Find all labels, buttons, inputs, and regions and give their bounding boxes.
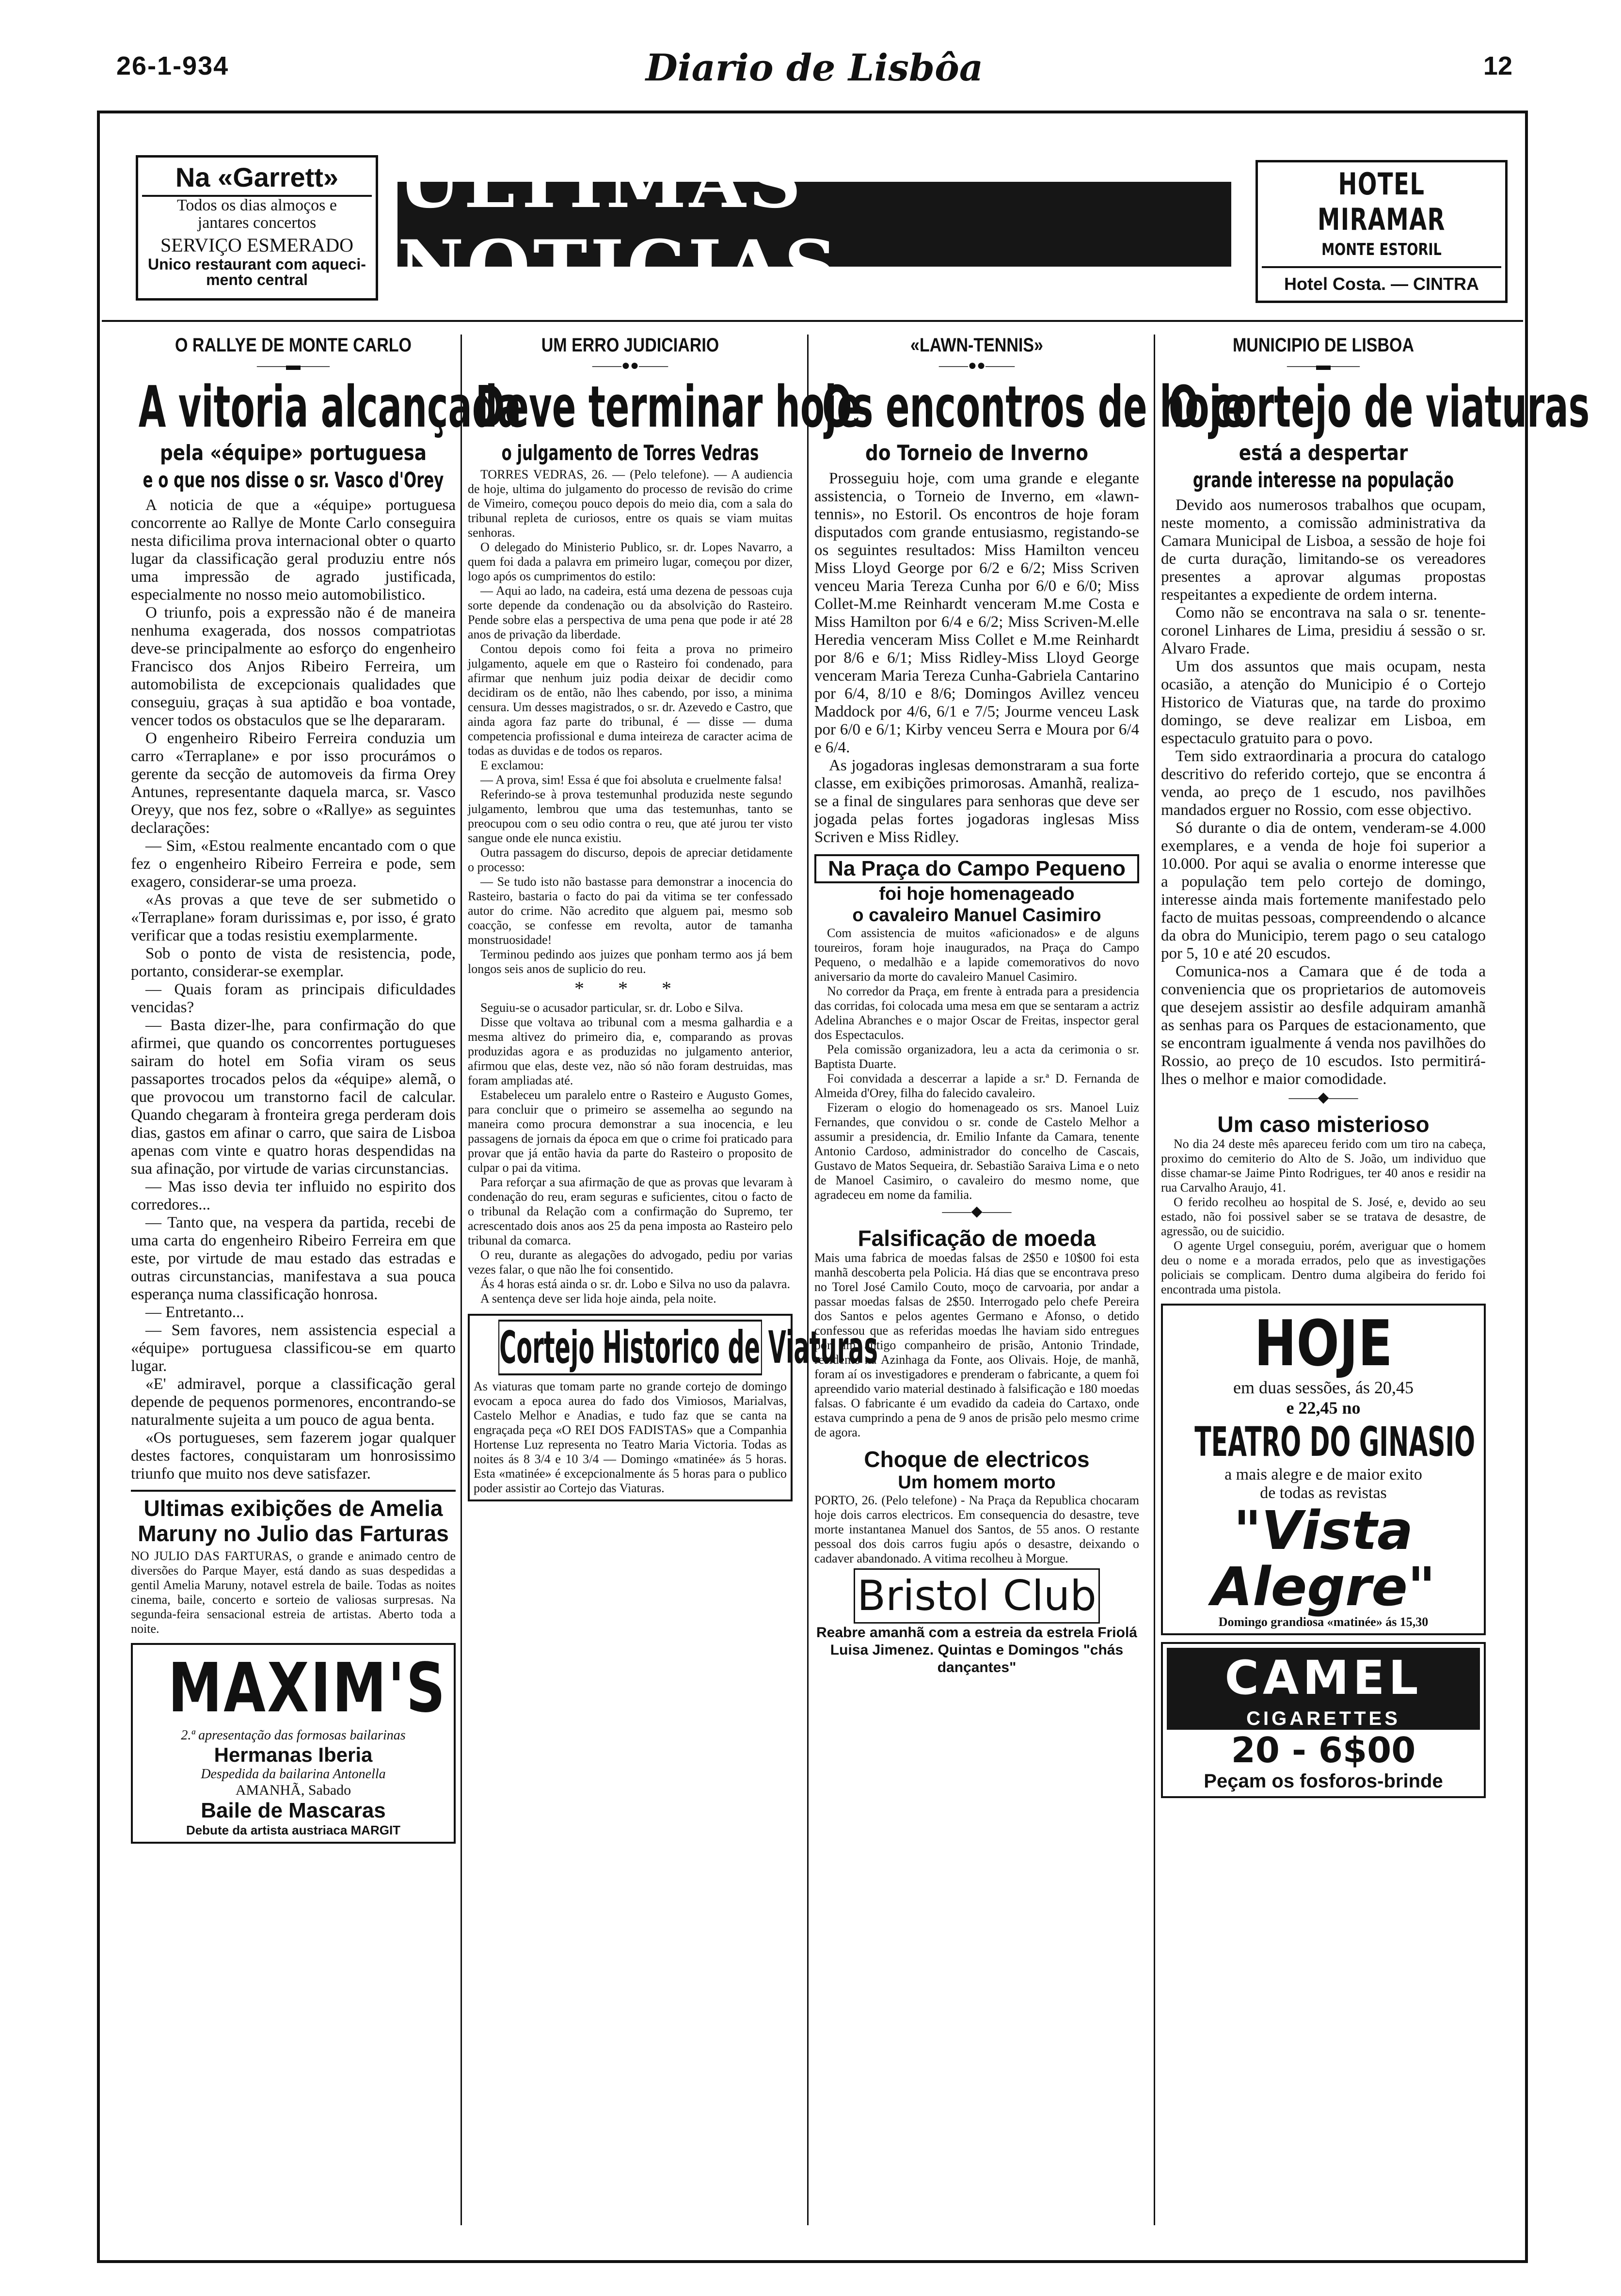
paragraph: Pela comissão organizadora, leu a acta da cerimonia o sr. Baptista Duarte. xyxy=(814,1042,1139,1071)
issue-date: 26-1-934 xyxy=(116,51,229,80)
paragraph: Contou depois como foi feita a prova no primeiro julgamento, aquele em que o Rasteiro foi condenado, para afirmar que nenhum juiz podia deixar de decidir como decidiram os de então, não lhes cabendo, por isso, a minima censura. Um desses magistrados, o sr. dr. Azevedo e Castro, que ainda agora faz parte do tribunal, é — disse — duma competencia profissional e duma inteireza de caracter acima de todas as duvidas e de todos os reparos. xyxy=(468,642,793,758)
vista-alegre: "Vista xyxy=(1233,1499,1414,1562)
paragraph: Terminou pedindo aos juizes que ponham termo aos já bem longos seis anos de suplicio do reu. xyxy=(468,947,793,976)
paragraph: Devido aos numerosos trabalhos que ocupam, neste momento, a comissão administrativa da Camara Municipal de Lisboa, a sessão de hoje foi de curta duração, limitando-se os vereadores presentes a aprovar algumas propostas respeitantes a expediente de ordem interna. xyxy=(1161,496,1486,604)
subheadline: grande interesse na população xyxy=(1192,468,1454,493)
moeda-body: Mais uma fabrica de moedas falsas de 2$50 e 10$00 foi esta manhã descoberta pela Policia. Há dias que se encontrava preso no Torel José Camilo Couto, moço de carvoaria, por andar a passar moedas falsas de 2$50. Interrogado pelo chefe Pereira dos Santos e pelos agentes Germano e Afonso, o detido confessou que as referidas moedas lhe haviam sido entregues por um antigo companheiro de prisão, Antonio Trindade, residente na Azinhaga da Fonte, aos Olivais. Hoje, de manhã, foram aí os investigadores e prenderam o fabricante, a quem foi apreendido vario material destinado à falsificação e 180 moedas falsas. O fabricante é um evadido da cadeia do Cartaxo, onde estava cumprindo a pena de 9 anos de prisão pelo mesmo crime de agora. xyxy=(814,1251,1139,1439)
ginasio-line: em duas sessões, ás 20,45 xyxy=(1233,1378,1414,1397)
maxims-line: Despedida da bailarina Antonella xyxy=(201,1767,386,1782)
maxims-line: Baile de Mascaras xyxy=(201,1799,386,1822)
paragraph: «E' admiravel, porque a classificação geral depende de pequenos pormenores, encontrando-se naturalmente sujeita a um pouco de agua benta. xyxy=(131,1375,456,1429)
ginasio-line: de todas as revistas xyxy=(1260,1484,1387,1502)
paragraph: O engenheiro Ribeiro Ferreira conduzia um carro «Terraplane» e por isso procurámos o gerente da secção de automoveis da firma Orey Antunes, representante daquela marca, sr. Vasco Oreyy, que nos fez, sobre o «Rallye» as seguintes declarações: xyxy=(131,730,456,837)
miramar-name: HOTEL MIRAMAR xyxy=(1318,166,1446,237)
paragraph: No corredor da Praça, em frente à entrada para a presidencia das corridas, foi colocada uma mesa em que se sentaram a actriz Adelina Abranches e o major Oscar de Freitas, inspector geral dos Espectaculos. xyxy=(814,984,1139,1042)
deck: pela «équipe» portuguesa xyxy=(160,441,427,465)
paragraph: — A prova, sim! Essa é que foi absoluta e cruelmente falsa! xyxy=(480,773,782,787)
bristol-name: Bristol Club xyxy=(854,1568,1100,1624)
praca-body xyxy=(814,926,1139,1202)
paragraph: O delegado do Ministerio Publico, sr. dr. Lopes Navarro, a quem foi dada a palavra em primeiro lugar, começou por dizer, logo após os cumprimentos do estilo: xyxy=(468,540,793,583)
ginasio-line: e 22,45 no xyxy=(1286,1398,1361,1418)
paragraph: Foi convidada a descerrar a lapide a sr.ª D. Fernanda de Almeida d'Orey, filha do falecido cavaleiro. xyxy=(814,1071,1139,1100)
paragraph: Para reforçar a sua afirmação de que as provas que levaram à condenação do reu, eram seguras e suficientes, citou o facto de o tribunal da Relação com a confirmação do Supremo, ter acrescentado dois anos aos 25 da pena imposta ao Rasteiro pelo tribunal da comarca. xyxy=(468,1175,793,1247)
column-rule xyxy=(807,335,809,2225)
ornament: ——▬—— xyxy=(257,357,330,373)
camel-price: 20 - 6$00 xyxy=(1231,1730,1416,1770)
paragraph: No dia 24 deste mês apareceu ferido com um tiro na cabeça, proximo do cemiterio do Alto de S. João, um individuo que disse chamar-se Jaime Pinto Rodrigues, ter 40 anos e residir na rua Carvalho Araujo, 41. xyxy=(1161,1137,1486,1195)
cortejo-title: Cortejo Historico de Viaturas xyxy=(498,1320,762,1375)
paragraph: — Aqui ao lado, na cadeira, está uma dezena de pessoas cuja sorte depende da condenação ou da absolvição do Rasteiro. Pende sobre elas a perspectiva de uma pena que pode ir até 28 anos de privação da liberdade. xyxy=(468,584,793,641)
column-rule xyxy=(1154,335,1155,2225)
column-rule xyxy=(461,335,462,2225)
maxims-line: AMANHÃ, Sabado xyxy=(235,1782,351,1798)
deck: do Torneio de Inverno xyxy=(865,441,1088,465)
paragraph: O reu, durante as alegações do advogado, pediu por varias vezes falar, o que não lhe foi consentido. xyxy=(468,1248,793,1276)
paragraph: Tem sido extraordinaria a procura do catalogo descritivo do referido cortejo, que se encontra á venda, ao preço de 1 escudo, nos pavilhões mandados erguer no Rossio, com esse objectivo. xyxy=(1161,748,1486,819)
column-municipio xyxy=(1161,335,1590,1798)
paragraph: A noticia de que a «équipe» portuguesa concorrente ao Rallye de Monte Carlo conseguira nesta dificilima prova internacional obter o quarto lugar da classificação geral produziu entre nós uma impressão de agrado justificada, especialmente no nosso meio automobilistico. xyxy=(131,496,456,604)
ornament: ——▬—— xyxy=(1287,357,1360,373)
paragraph: Estabeleceu um paralelo entre o Rasteiro e Augusto Gomes, para concluir que o primeiro se assemelha ao segundo na maneira como procura demonstrar a sua inocencia, e leu passagens de jornais da época em que o crime foi praticado para provar que já então havia da parte do Rasteiro o proposito de culpar o pai da vitima. xyxy=(468,1088,793,1175)
maxims-name: MAXIM'S xyxy=(168,1649,447,1728)
paragraph: Com assistencia de muitos «aficionados» e de alguns toureiros, foram hoje inaugurados, na Praça do Campo Pequeno, o medalhão e a lapide comemorativos do novo aniversario da morte do cavaleiro Manuel Casimiro. xyxy=(814,926,1139,984)
praca-sub: o cavaleiro Manuel Casimiro xyxy=(852,905,1101,925)
paragraph: Comunica-nos a Camara que é de toda a conveniencia que os proprietarios de automoveis que desejem assistir ao desfile adquiram amanhã as senhas para os Parques de estacionamento, que se encontram igualmente á venda nos pavilhões do Rossio, ao preço de 10 escudos. Isto permitirá-lhes o melhor e maior comodidade. xyxy=(1161,963,1486,1088)
paragraph: Fizeram o elogio do homenageado os srs. Manoel Luiz Fernandes, que convidou o sr. conde de Castelo Melhor a assumir a presidencia, dr. Emilio Infante da Camara, tenente Antonio Cardoso, administrador do concelho de Cascais, Gustavo de Matos Sequeira, dr. Sebastião Saraiva Lima e o neto de Manoel Casimiro, o cavaleiro do mesmo nome, que agradeceu em nome da familia. xyxy=(814,1100,1139,1202)
deck: está a despertar xyxy=(1239,441,1408,465)
bristol-ad xyxy=(814,1572,1139,1676)
stars-separator: * * * xyxy=(574,977,686,999)
garrett-line: Todos os dias almoços e xyxy=(176,196,337,214)
headline: Os encontros de hoje xyxy=(822,373,1246,440)
camel-ad xyxy=(1161,1642,1486,1798)
garrett-service: SERVIÇO ESMERADO xyxy=(160,234,353,256)
misterio-body xyxy=(1161,1137,1486,1297)
choque-sub: Um homem morto xyxy=(898,1472,1056,1493)
headline: Deve terminar hoje xyxy=(475,373,861,440)
kicker: O RALLYE DE MONTE CARLO xyxy=(175,335,412,356)
ornament: ——●●—— xyxy=(592,357,668,373)
amelia-body: NO JULIO DAS FARTURAS, o grande e animado centro de diversões do Parque Mayer, está dando as suas despedidas a gentil Amelia Maruny, notavel estrela de baile. Todas as noites cinema, baile, concerto e sorteio de valiosas surpresas. Na segunda-feira sensacional estreia de artistas. Aberto toda a noite. xyxy=(131,1549,456,1636)
ornament: ——◆—— xyxy=(942,1203,1012,1219)
camel-cigarettes: CIGARETTES xyxy=(1167,1708,1480,1730)
headline: A vitoria alcançada xyxy=(138,373,522,440)
maxims-line: Debute da artista austriaca MARGIT xyxy=(186,1823,401,1837)
garrett-line: mento central xyxy=(206,271,308,288)
paragraph: Prosseguiu hoje, com uma grande e elegante assistencia, o Torneio de Inverno, em «lawn-tennis», no Estoril. Os encontros de hoje foram disputados com grande entusiasmo, registando-se os seguintes resultados: Miss Hamilton venceu Miss Lloyd George por 6/2 e 6/2; Miss Scriven venceu Maria Tereza Cunha por 6/0 e 6/0; Miss Collet-M.me Reinhardt venceram M.me Costa e Miss Hamilton por 6/4 e 6/2; Miss Scriven-M.elle Heredia venceram Miss Collet e M.me Reinhardt por 8/6 e 6/1; Miss Ridley-Miss Lloyd George venceram Maria Tereza Cunha-Gabriela Cantarino por 6/4, 8/10 e 8/6; Domingos Avillez venceu Maddock por 4/6, 6/1 e 7/5; Jourme venceu Lask por 6/0 e 6/1; Kirby venceu Serra e Moura por 6/4 e 6/4. xyxy=(814,470,1139,756)
paragraph: — Quais foram as principais dificuldades vencidas? xyxy=(131,981,456,1016)
paragraph: Sob o ponto de vista de resistencia, pode, portanto, considerar-se exemplar. xyxy=(131,945,456,980)
paragraph: Um dos assuntos que mais ocupam, nesta ocasião, a atenção do Municipio é o Cortejo Historico de Viaturas que, na tarde do proximo domingo, se deve realizar em Lisboa, em espectaculo gratuito para o povo. xyxy=(1161,658,1486,747)
paragraph: — Se tudo isto não bastasse para demonstrar a inocencia do Rasteiro, bastaria o facto do pai da vitima se ter confessado autor do crime. Não acredito que alguem pai, mesmo sob coacção, se confesse em revolta, autor de tamanha monstruosidade! xyxy=(468,875,793,947)
ginasio-line: a mais alegre e de maior exito xyxy=(1224,1466,1422,1483)
page-number: 12 xyxy=(1483,51,1512,80)
deck: o julgamento de Torres Vedras xyxy=(501,441,759,465)
choque-title: Choque de electricos xyxy=(864,1447,1090,1472)
paragraph: — Sim, «Estou realmente encantado com o que fez o engenheiro Ribeiro Ferreira e pode, sem exagero, considerar-se uma proeza. xyxy=(131,837,456,891)
misterio-title: Um caso misterioso xyxy=(1217,1112,1430,1137)
garrett-ad xyxy=(136,155,378,301)
paragraph: Só durante o dia de ontem, venderam-se 4.000 exemplares, e a venda de hoje foi superior a 10.000. Por aqui se avalia o enorme interesse que a população tem pelo cortejo de domingo, interesse ainda mais fortemente manifestado pelo facto de muitas pessoas, compreendendo o alcance da obra do Municipio, terem pago o seu catalogo por 5, 10 e até 20 escudos. xyxy=(1161,819,1486,962)
article-body xyxy=(468,467,793,1306)
miramar-ad xyxy=(1255,160,1508,303)
article-body xyxy=(1161,496,1486,1088)
cortejo-ad xyxy=(468,1314,878,1501)
miramar-place: MONTE ESTORIL xyxy=(1321,240,1442,259)
paragraph: O triunfo, pois a expressão não é de maneira nenhuma exagerada, dos nossos compatriotas deve-se principalmente ao esforço do engenheiro Francisco dos Anjos Ribeiro Ferreira, um automobilista de excepcionais qualidades que conseguiu, graças à sua aptidão e boa vontade, vencer todos os obstaculos que se lhe depararam. xyxy=(131,604,456,729)
paragraph: «As provas a que teve de ser submetido o «Terraplane» foram durissimas e, por isso, é grato verificar que a todas resistiu exemplarmente. xyxy=(131,891,456,944)
ornament: ——●●—— xyxy=(938,357,1015,373)
masthead xyxy=(116,46,1512,99)
paragraph: — Basta dizer-lhe, para confirmação do que afirmei, que quando os concorrentes portugueses sairam do hotel em Sofia viram os seus passaportes trocados pelos da «équipe» alemã, o que provocou um transtorno facil de calcular. Quando chegaram à fronteira grega perderam dois dias, gastos em afinar o carro, que saira de Lisboa apenas com vinte e quatro horas despendidas na sua afinação, por virtude de varias circunstancias. xyxy=(131,1017,456,1178)
hoje: HOJE xyxy=(1254,1307,1393,1380)
paragraph: — Tanto que, na vespera da partida, recebi de uma carta do engenheiro Ribeiro Ferreira em que este, por virtude de mau estado das estradas e outras circunstancias, manifestava a sua pouca esperança numa classificação honrosa. xyxy=(131,1214,456,1303)
paragraph: TORRES VEDRAS, 26. — (Pelo telefone). — A audiencia de hoje, ultima do julgamento do processo de revisão do crime de Vimeiro, começou pouco depois do meio dia, com a sala do tribunal repleta de curiosos, entre os quais se viam muitas senhoras. xyxy=(468,467,793,540)
camel-fosforos: Peçam os fosforos-brinde xyxy=(1204,1770,1443,1792)
maxims-line: 2.ª apresentação das formosas bailarinas xyxy=(181,1728,406,1743)
paragraph: As jogadoras inglesas demonstraram a sua forte classe, em exibições primorosas. Amanhã, realiza-se a final de singulares para senhoras que deve ser jogada pelas fortes jogadoras inglesas Miss Scriven e Miss Ridley. xyxy=(814,757,1139,846)
garrett-line: jantares concertos xyxy=(197,214,317,232)
paragraph: — Entretanto... xyxy=(145,1304,244,1321)
paragraph: «Os portugueses, sem fazerem jogar qualquer destes factores, conquistaram um honrosissimo triunfo que muito nos deve satisfazer. xyxy=(131,1429,456,1483)
paragraph: Outra passagem do discurso, depois de apreciar detidamente o processo: xyxy=(468,845,793,874)
column-tennis xyxy=(814,335,1246,1676)
maxims-ad xyxy=(131,1643,456,1844)
paragraph: Como não se encontrava na sala o sr. tenente-coronel Linhares de Lima, presidiu á sessão o sr. Alvaro Frade. xyxy=(1161,604,1486,657)
vista-alegre: Alegre" xyxy=(1211,1556,1436,1618)
paragraph: Ás 4 horas está ainda o sr. dr. Lobo e Silva no uso da palavra. xyxy=(480,1277,791,1291)
choque-body: PORTO, 26. (Pelo telefone) - Na Praça da Republica chocaram hoje dois carros electricos. Em consequencia do desastre, teve morte instantanea Manuel dos Santos, de 55 anos. O restante pessoal dos dois carros fugiu após o desastre, deixando o cadaver abandonado. A vitima recolheu à Morgue. xyxy=(814,1493,1139,1565)
moeda-title: Falsificação de moeda xyxy=(858,1226,1096,1251)
praca-title: Na Praça do Campo Pequeno xyxy=(814,854,1139,883)
paragraph: Disse que voltava ao tribunal com a mesma galhardia e a mesma altivez do primeiro dia, e, comparando as provas produzidas agora e as produzidas no julgamento anterior, afirmou que elas, deste vez, não só não foram destruidas, mas foram ampliadas até. xyxy=(468,1015,793,1087)
cortejo-body: As viaturas que tomam parte no grande cortejo de domingo evocam a epoca aurea do fado dos Vimiosos, Marialvas, Castelo Melhor e Anadias, e tudo faz que se canta na engraçada peça «O REI DOS FADISTAS» que a Companhia Hortense Luz representa no Teatro Maria Victoria. Todas as noites ás 8 3/4 e 10 3/4 — Domingo «matinée» ás 5 horas. Esta «matinée» é excepcionalmente ás 5 horas para o publico poder assistir ao Cortejo das Viaturas. xyxy=(474,1379,787,1495)
paragraph: O agente Urgel conseguiu, porém, averiguar que o homem deu o nome e a morada errados, pelo que as investigações policiais se complicam. Dentro duma algibeira do ferido foi encontrada uma pistola. xyxy=(1161,1239,1486,1296)
teatro-name: TEATRO DO GINASIO xyxy=(1194,1418,1476,1466)
header-rule xyxy=(102,320,1523,322)
subheadline: e o que nos disse o sr. Vasco d'Orey xyxy=(143,468,444,493)
paragraph: Referindo-se à prova testemunhal produzida neste segundo julgamento, lembrou que uma das testemunhas, tanto se preocupou com o seu odio contra o reu, que até jurou ter visto sangue onde ele nunca existiu. xyxy=(468,787,793,845)
garrett-name: Na «Garrett» xyxy=(142,161,372,197)
kicker: UM ERRO JUDICIARIO xyxy=(541,335,719,356)
article-body xyxy=(814,470,1139,846)
garrett-line: Unico restaurant com aqueci- xyxy=(148,255,366,273)
headline: O cortejo de viaturas xyxy=(1168,373,1590,440)
kicker: MUNICIPIO DE LISBOA xyxy=(1232,335,1414,356)
maxims-line: Hermanas Iberia xyxy=(214,1743,373,1766)
hotel-costa: Hotel Costa. — CINTRA xyxy=(1262,266,1501,294)
praca-sub: foi hoje homenageado xyxy=(879,884,1075,904)
paragraph: E exclamou: xyxy=(480,758,544,772)
paragraph: Seguiu-se o acusador particular, sr. dr. Lobo e Silva. xyxy=(480,1001,743,1015)
paragraph: — Sem favores, nem assistencia especial a «équipe» portuguesa classificou-se em quarto lugar. xyxy=(131,1322,456,1375)
ginasio-ad xyxy=(1161,1304,1486,1635)
ornament: ——◆—— xyxy=(1288,1089,1358,1105)
paragraph: A sentença deve ser lida hoje ainda, pela noite. xyxy=(480,1292,716,1306)
kicker: «LAWN-TENNIS» xyxy=(910,335,1043,356)
camel-logo: CAMEL xyxy=(1167,1648,1480,1708)
section-banner: ULTIMAS NOTICIAS xyxy=(397,182,1231,267)
ginasio-line: Domingo grandiosa «matinée» ás 15,30 xyxy=(1218,1615,1429,1629)
column-judiciario xyxy=(468,335,878,1501)
paragraph: — Mas isso devia ter influido no espirito dos corredores... xyxy=(131,1178,456,1213)
bristol-body: Reabre amanhã com a estreia da estrela Friolá Luisa Jimenez. Quintas e Domingos "chás dançantes" xyxy=(816,1625,1137,1675)
newspaper-title: Diario de Lisbôa xyxy=(645,46,984,89)
paragraph: O ferido recolheu ao hospital de S. José, e, devido ao seu estado, não foi possivel saber se se tratava de desastre, de agressão, ou de suicidio. xyxy=(1161,1195,1486,1238)
article-body xyxy=(131,496,456,1483)
amelia-title: Ultimas exibições de Amelia Maruny no Julio das Farturas xyxy=(131,1490,456,1546)
